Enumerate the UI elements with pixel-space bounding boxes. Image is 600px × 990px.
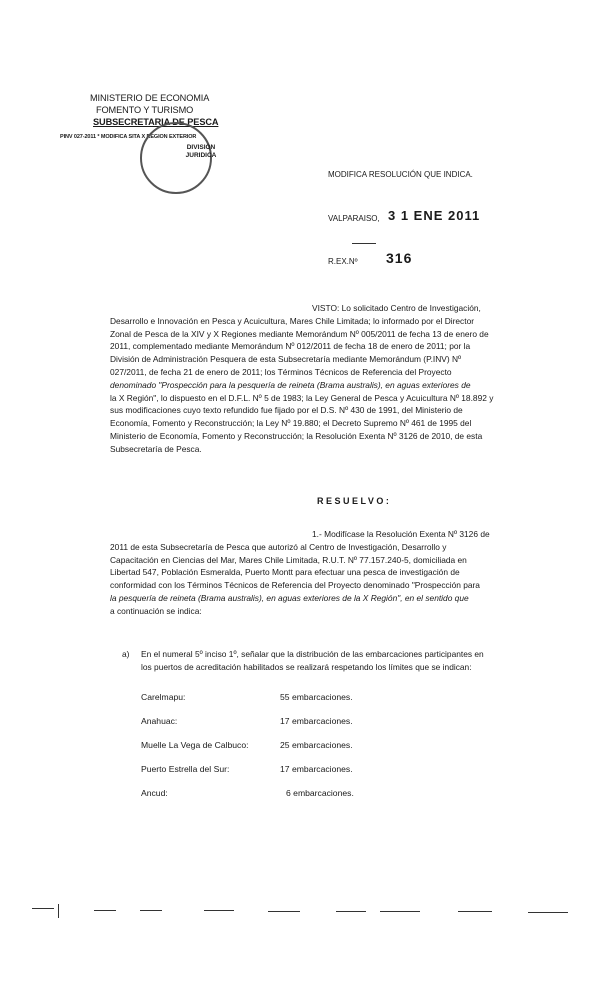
port-name: Puerto Estrella del Sur:	[141, 764, 230, 774]
scan-rule	[268, 911, 300, 912]
point-1-line: a continuación se indica:	[110, 605, 202, 616]
visto-line: Economía, Fomento y Reconstrucción; la Ley Nº 19.880; el Decreto Supremo Nº 461 de 1995 del	[110, 418, 472, 429]
scan-rule	[32, 908, 54, 909]
scan-rule	[528, 912, 568, 913]
visto-line: Subsecretaría de Pesca.	[110, 443, 202, 454]
ministry-header	[90, 92, 218, 128]
stamp-line: DIVISION	[186, 144, 216, 151]
rex-rule	[352, 243, 376, 244]
point-1-line: 2011 de esta Subsecretaría de Pesca que autorizó al Centro de Investigación, Desarrollo y	[110, 541, 447, 552]
stamp-text	[176, 144, 226, 160]
scan-rule	[94, 910, 116, 911]
rex-number: 316	[386, 250, 413, 266]
visto-line: Zonal de Pesca de la XIV y X Regiones mediante Memorándum Nº 005/2011 de fecha 13 de enero de	[110, 328, 489, 339]
point-1-line: la pesquería de reineta (Brama australis), en aguas exteriores de la X Región", en el sentido que	[110, 592, 469, 603]
item-a-line: En el numeral 5º inciso 1º, señalar que la distribución de las embarcaciones participantes en	[141, 649, 484, 659]
port-name: Ancud:	[141, 788, 168, 798]
port-count: 17 embarcaciones.	[280, 764, 353, 774]
document-title: MODIFICA RESOLUCIÓN QUE INDICA.	[328, 170, 473, 179]
visto-line: la X Región", lo dispuesto en el D.F.L. Nº 5 de 1983; la Ley General de Pesca y Acuicultura Nº 18.892 y	[110, 392, 494, 403]
subsecretaria-line: SUBSECRETARIA DE PESCA	[93, 117, 219, 127]
visto-paragraph	[110, 302, 550, 456]
scan-rule	[458, 911, 492, 912]
visto-line: sus modificaciones cuyo texto refundido fue fijado por el D.S. Nº 430 de 1991, del Ministerio de	[110, 405, 463, 416]
port-name: Carelmapu:	[141, 692, 186, 702]
visto-line: División de Administración Pesquera de esta Subsecretaría mediante Memorándum (P.INV) Nº	[110, 354, 462, 365]
port-count: 17 embarcaciones.	[280, 716, 353, 726]
reference-code: PINV 027-2011 * MODIFICA SITA X REGION EXTERIOR	[60, 134, 197, 140]
point-1-line: conformidad con los Términos Técnicos de Referencia del Proyecto denominado "Prospección para	[110, 580, 480, 591]
scan-rule	[140, 910, 162, 911]
point-1-line: Capacitación en Ciencias del Mar, Mares Chile Limitada, R.U.T. Nº 77.157.240-5, domiciliada en	[110, 554, 467, 565]
visto-line: Ministerio de Economía, Fomento y Reconstrucción; la Resolución Exenta Nº 3126 de 2010, de esta	[110, 430, 483, 441]
visto-line: 027/2011, de fecha 21 de enero de 2011; los Términos Técnicos de Referencia del Proyecto	[110, 366, 452, 377]
visto-line: denominado "Prospección para la pesquería de reineta (Brama australis), en aguas exteriores de	[110, 379, 471, 390]
resuelvo-heading: RESUELVO:	[317, 496, 392, 506]
ministry-line: MINISTERIO DE ECONOMIA	[90, 93, 210, 103]
visto-line: 2011, complementado mediante Memorándum Nº 012/2011 de fecha 18 de enero de 2011; por la	[110, 341, 471, 352]
ministry-line: FOMENTO Y TURISMO	[96, 105, 194, 115]
item-a-marker: a)	[122, 649, 130, 659]
scan-rule	[58, 904, 59, 918]
stamp-line: JURIDICA	[185, 152, 217, 159]
visto-label: VISTO:	[312, 303, 340, 313]
scan-rule	[380, 911, 420, 912]
rex-label: R.EX.Nº	[328, 257, 358, 266]
visto-line: Lo solicitado Centro de Investigación,	[341, 303, 481, 313]
scan-rule	[336, 911, 366, 912]
visto-line: Desarrollo e Innovación en Pesca y Acuicultura, Mares Chile Limitada; lo informado por el Director	[110, 315, 475, 326]
item-a-paragraph	[141, 648, 551, 674]
scan-rule	[204, 910, 234, 911]
port-count: 25 embarcaciones.	[280, 740, 353, 750]
point-1-line: 1.- Modifícase la Resolución Exenta Nº 3126 de	[312, 529, 490, 539]
point-1-paragraph	[110, 528, 550, 618]
item-a-line: los puertos de acreditación habilitados se realizará respetando los límites que se indican:	[141, 661, 472, 672]
port-count: 6 embarcaciones.	[286, 788, 354, 798]
point-1-line: Libertad 547, Población Esmeralda, Puerto Montt para efectuar una pesca de investigación de	[110, 567, 460, 578]
port-name: Anahuac:	[141, 716, 178, 726]
port-count: 55 embarcaciones.	[280, 692, 353, 702]
place-label: VALPARAISO,	[328, 214, 380, 223]
date-stamp: 3 1 ENE 2011	[388, 208, 481, 223]
visto-first-line	[110, 302, 550, 315]
port-name: Muelle La Vega de Calbuco:	[141, 740, 249, 750]
